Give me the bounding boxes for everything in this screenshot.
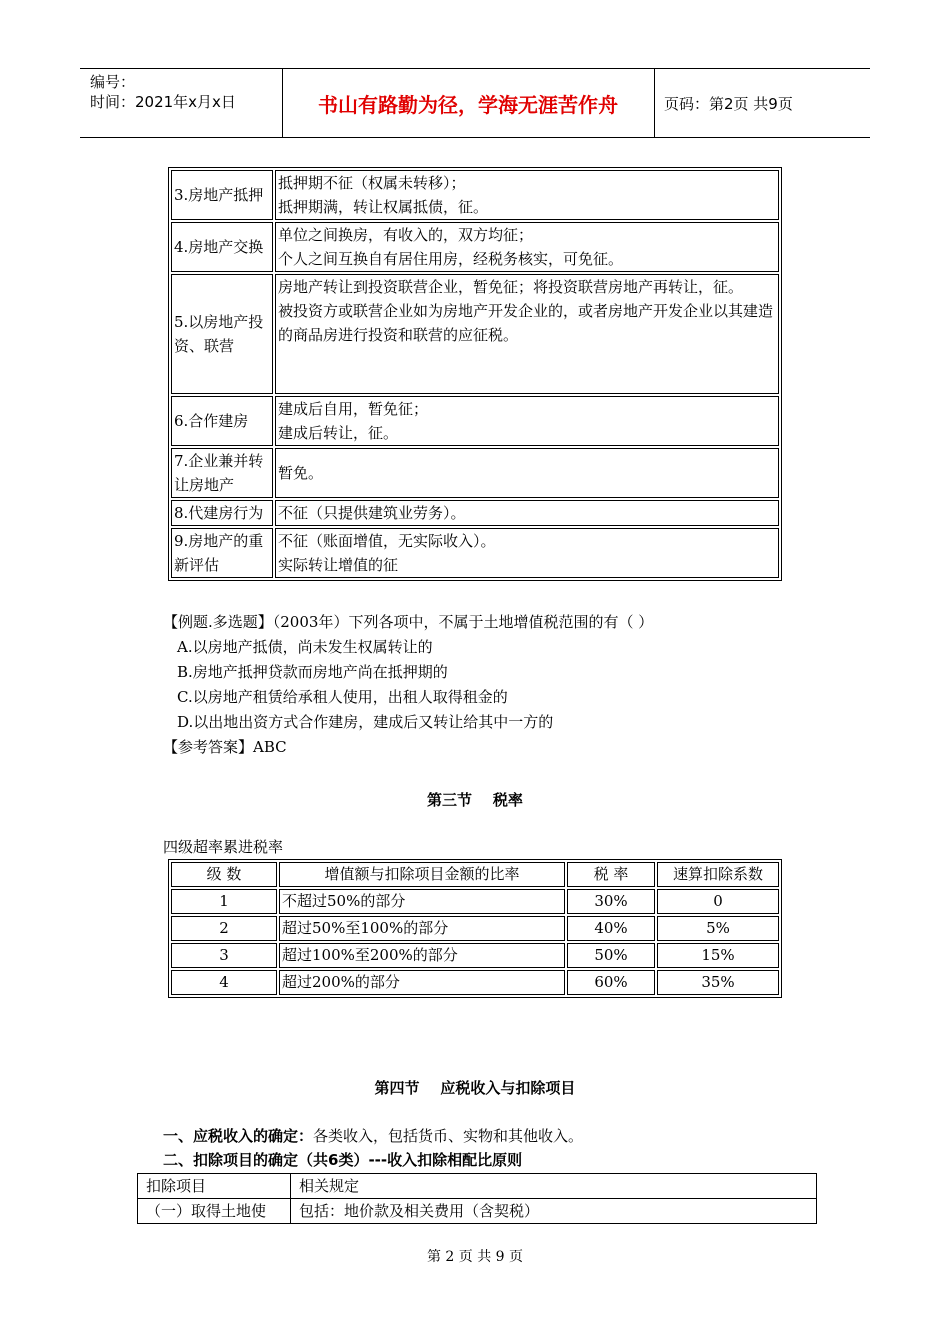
rule-line: 建成后自用，暂免征；	[278, 400, 429, 418]
table-header-row	[138, 1174, 817, 1199]
ratio-cell: 超过100%至200%的部分	[279, 943, 565, 968]
deduction-cell: 0	[657, 889, 779, 914]
table-row	[171, 889, 779, 914]
rule-line: 房地产转让到投资联营企业，暂免征；将投资联营房地产再转让，征。	[278, 278, 744, 296]
rate-table-caption: 四级超率累进税率	[163, 838, 284, 856]
rate-cell: 60%	[567, 970, 655, 995]
example-answer: 【参考答案】ABC	[163, 738, 287, 756]
level-cell: 2	[171, 916, 277, 941]
table-row	[171, 500, 779, 526]
example-option-a: A.以房地产抵债，尚未发生权属转让的	[177, 638, 433, 656]
table-row	[171, 528, 779, 578]
deduction-cell: 5%	[657, 916, 779, 941]
header-cell: 增值额与扣除项目金额的比率	[279, 862, 565, 887]
case-item: 5.以房地产投资、联营	[171, 274, 273, 394]
case-item: 3.房地产抵押	[171, 170, 273, 220]
item1-text: 各类收入，包括货币、实物和其他收入。	[313, 1127, 584, 1145]
header-cell: 税 率	[567, 862, 655, 887]
table-row	[171, 274, 779, 394]
table-row	[171, 970, 779, 995]
example-question: 【例题.多选题】（2003年）下列各项中，不属于土地增值税范围的有（ ）	[163, 613, 654, 631]
rate-cell: 50%	[567, 943, 655, 968]
ratio-cell: 超过200%的部分	[279, 970, 565, 995]
deduction-item-cell: （一）取得土地使	[138, 1199, 291, 1224]
table-header-row	[171, 862, 779, 887]
section4-item2: 二、扣除项目的确定（共6类）---收入扣除相配比原则	[163, 1151, 523, 1169]
header-meta	[80, 69, 283, 137]
table-row	[171, 916, 779, 941]
transfer-cases-table	[168, 167, 782, 581]
case-item: 8.代建房行为	[171, 500, 273, 526]
table-row	[171, 170, 779, 220]
rule-line: 建成后转让，征。	[278, 424, 399, 442]
table-row	[171, 396, 779, 446]
example-option-c: C.以房地产租赁给承租人使用，出租人取得租金的	[177, 688, 508, 706]
header-cell: 级 数	[171, 862, 277, 887]
case-rule	[275, 500, 779, 526]
case-rule	[275, 274, 779, 394]
level-cell: 3	[171, 943, 277, 968]
rule-line: 个人之间互换自有居住用房，经税务核实，可免征。	[278, 250, 624, 268]
deduction-table	[137, 1173, 817, 1224]
case-rule	[275, 396, 779, 446]
rule-line: 单位之间换房，有收入的，双方均征；	[278, 226, 534, 244]
case-rule	[275, 170, 779, 220]
section4-title: 第四节 应税收入与扣除项目	[374, 1079, 576, 1097]
rule-line: 抵押期满，转让权属抵债，征。	[278, 198, 489, 216]
rule-line: 不征（只提供建筑业劳务）。	[278, 504, 466, 522]
rule-line: 抵押期不征（权属未转移）；	[278, 174, 466, 192]
case-rule	[275, 528, 779, 578]
example-option-d: D.以出地出资方式合作建房，建成后又转让给其中一方的	[177, 713, 554, 731]
ratio-cell: 超过50%至100%的部分	[279, 916, 565, 941]
section4-item1	[163, 1124, 583, 1149]
rate-cell: 30%	[567, 889, 655, 914]
rate-cell: 40%	[567, 916, 655, 941]
level-cell: 1	[171, 889, 277, 914]
example-block	[163, 610, 653, 760]
page-header	[80, 68, 870, 138]
case-rule	[275, 222, 779, 272]
table-row	[138, 1199, 817, 1224]
section3-title: 第三节 税率	[427, 791, 523, 809]
case-item: 9.房地产的重新评估	[171, 528, 273, 578]
case-item: 7.企业兼并转让房地产	[171, 448, 273, 498]
header-number: 编号：	[90, 73, 136, 91]
case-item: 4.房地产交换	[171, 222, 273, 272]
deduction-cell: 35%	[657, 970, 779, 995]
rule-line: 暂免。	[278, 464, 324, 482]
rule-line: 实际转让增值的征	[278, 556, 399, 574]
ratio-cell: 不超过50%的部分	[279, 889, 565, 914]
item1-heading: 一、应税收入的确定：	[163, 1127, 314, 1145]
header-time: 时间：2021年x月x日	[90, 93, 236, 111]
deduction-cell: 15%	[657, 943, 779, 968]
tax-rate-table	[168, 859, 782, 998]
header-page-label: 页码：第2页 共9页	[664, 94, 793, 113]
rule-line: 不征（账面增值，无实际收入）。	[278, 532, 496, 550]
level-cell: 4	[171, 970, 277, 995]
table-row	[171, 448, 779, 498]
deduction-rule-cell: 包括：地价款及相关费用（含契税）	[291, 1199, 817, 1224]
case-item: 6.合作建房	[171, 396, 273, 446]
case-rule	[275, 448, 779, 498]
header-cell: 相关规定	[291, 1174, 817, 1199]
table-row	[171, 222, 779, 272]
table-row	[171, 943, 779, 968]
page-footer: 第 2 页 共 9 页	[426, 1249, 524, 1265]
example-option-b: B.房地产抵押贷款而房地产尚在抵押期的	[177, 663, 448, 681]
header-motto: 书山有路勤为径，学海无涯苦作舟	[282, 69, 655, 137]
header-cell: 速算扣除系数	[657, 862, 779, 887]
rule-line: 被投资方或联营企业如为房地产开发企业的，或者房地产开发企业以其建造的商品房进行投资和联营的应征税。	[278, 302, 774, 344]
header-cell: 扣除项目	[138, 1174, 291, 1199]
